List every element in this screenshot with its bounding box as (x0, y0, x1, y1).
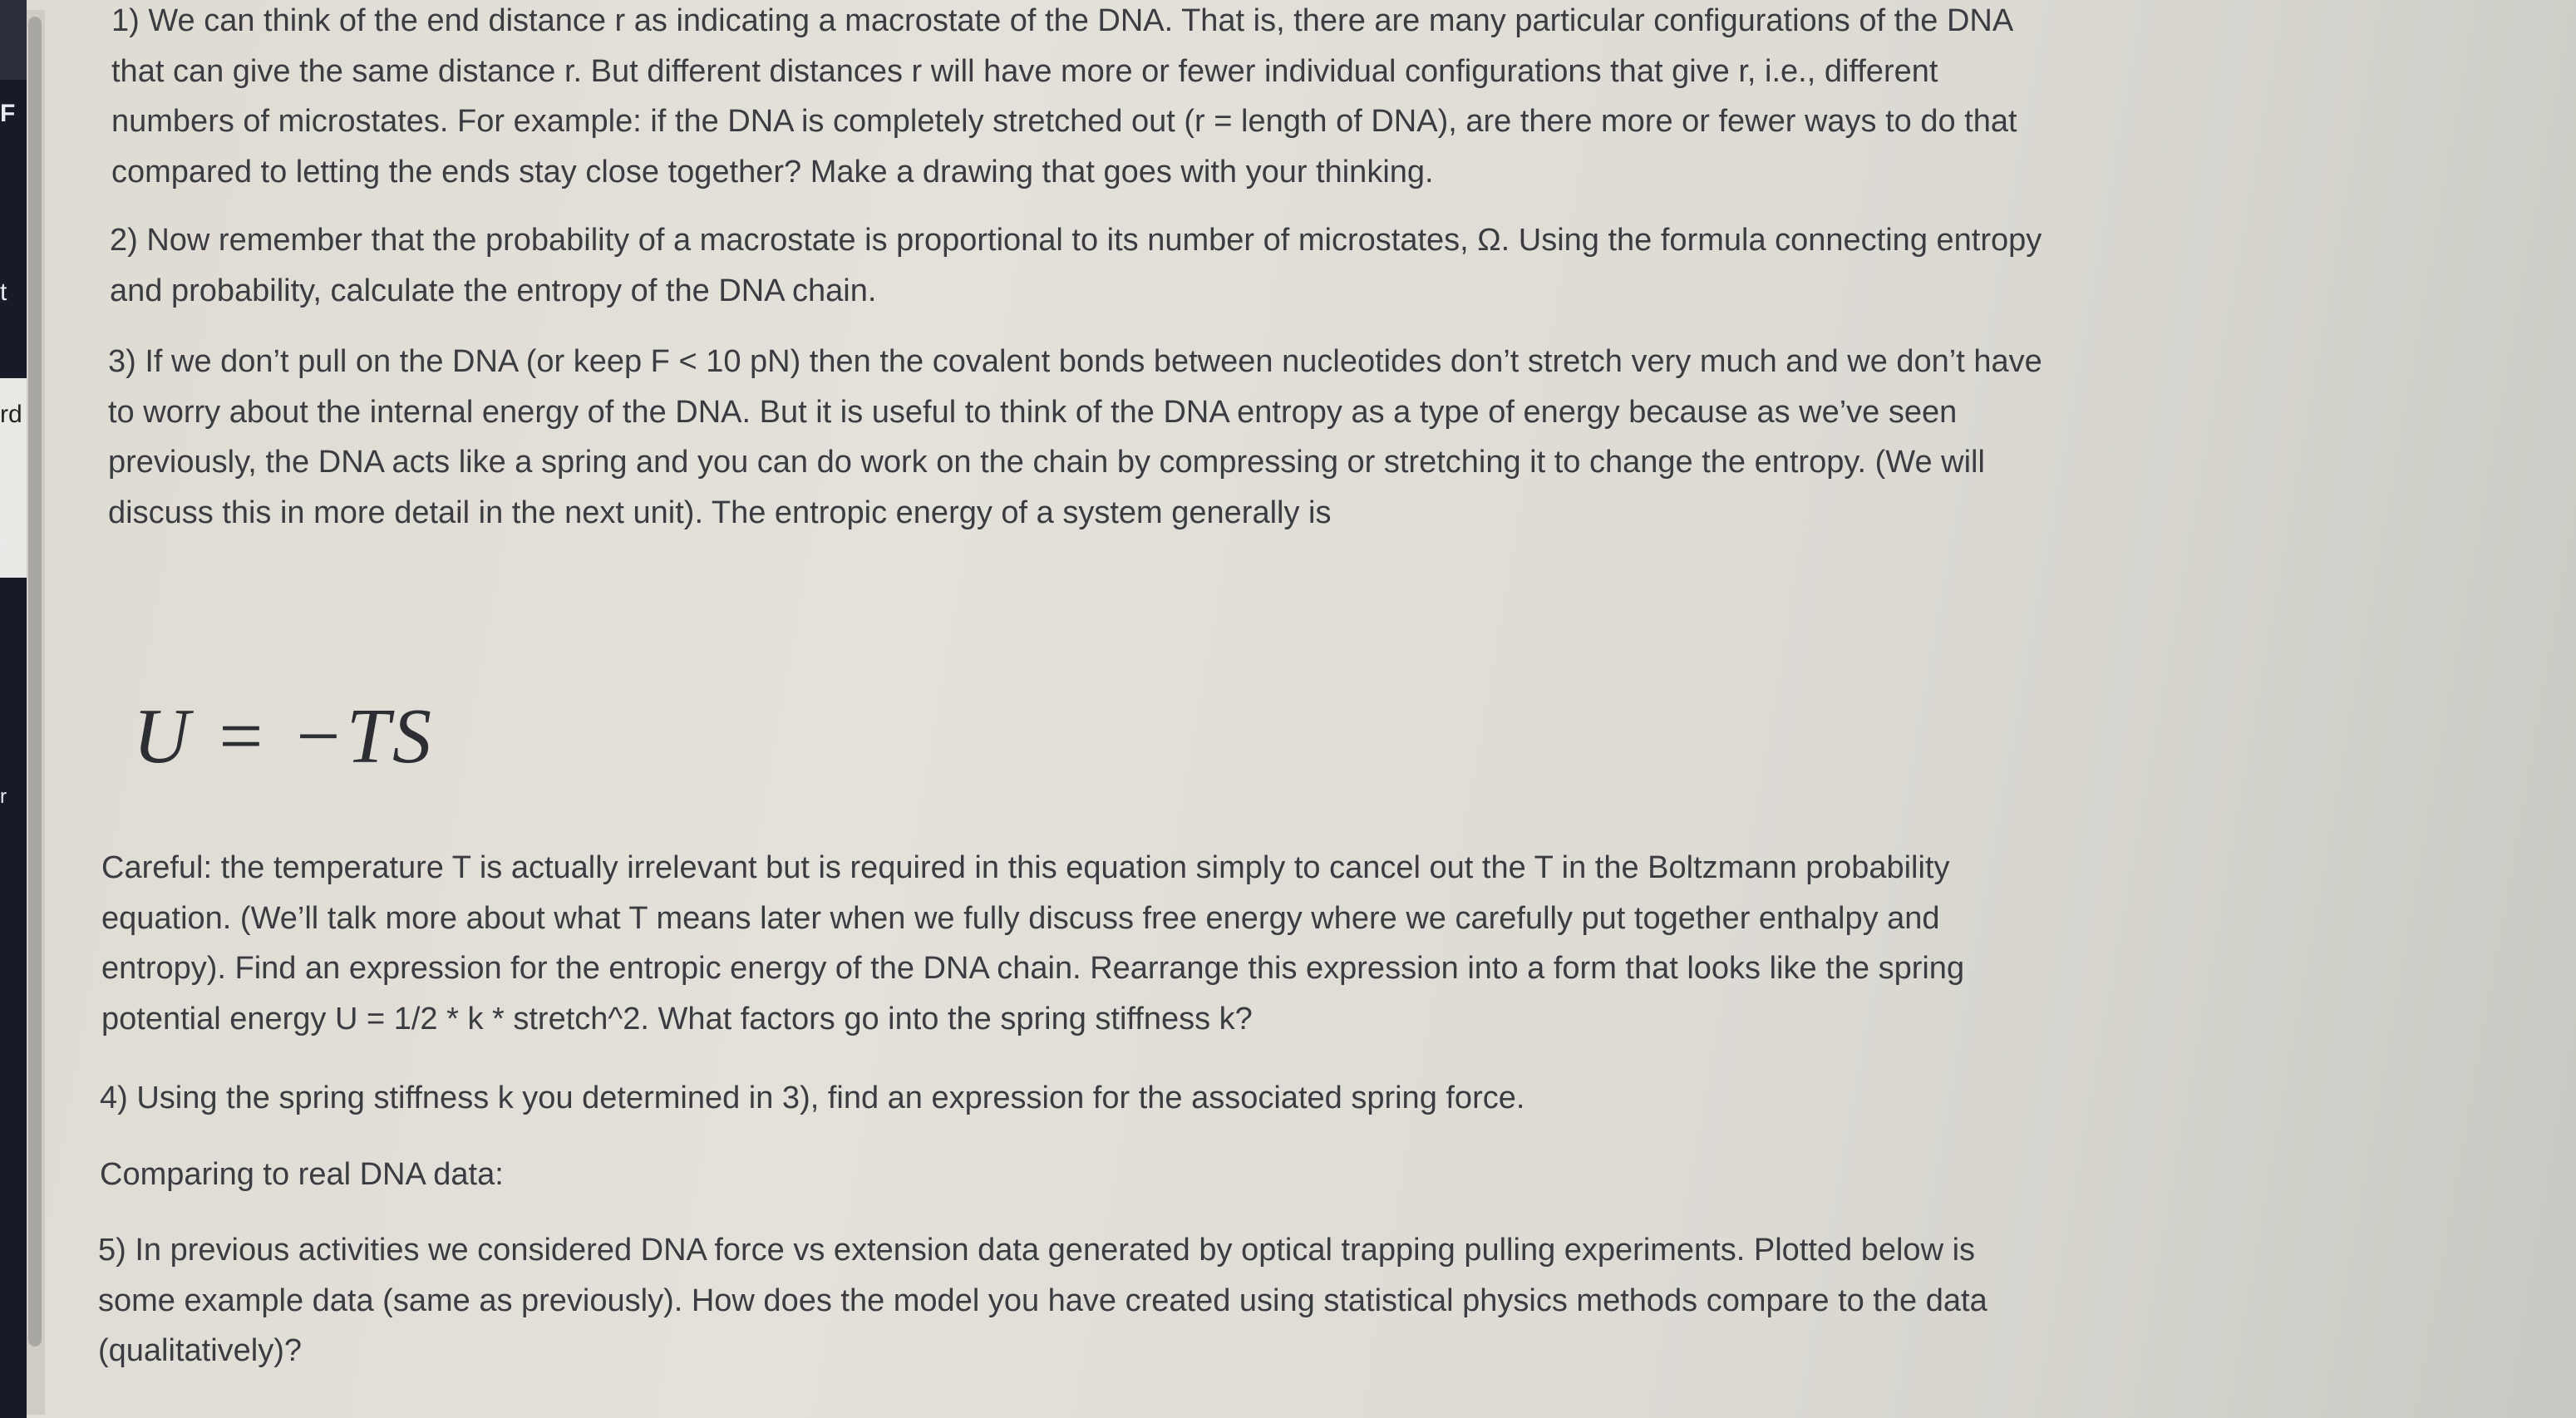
sidebar-header-block (0, 0, 27, 80)
question-4-text: 4) Using the spring stiffness k you determined in 3), find an expression for the associated spring force. (100, 1081, 1525, 1115)
question-5-text: 5) In previous activities we considered DNA force vs extension data generated by optical trapping pulling experiments. Plotted below is some example data (same as previously). How does the model you have created using statistical physics methods compare to the data (qualitatively)? (98, 1233, 1987, 1368)
question-2-text: 2) Now remember that the probability of a macrostate is proportional to its number of microstates, Ω. Using the formula connecting entropy and probability, calculate the entropy of the DNA chain. (110, 223, 2042, 308)
sidebar-item-fragment[interactable]: s (0, 532, 9, 553)
scrollbar-thumb[interactable] (28, 17, 42, 1347)
sidebar-item-fragment: rd (0, 401, 22, 428)
careful-note-text: Careful: the temperature T is actually irrelevant but is required in this equation simply to cancel out the T in the Boltzmann probability equation. (We’ll talk more about what T means later when we fully discuss free energy where we carefully put together enthalpy and entropy). Find an expression for the entropic energy of the DNA chain. Rearrange this expression into a form that looks like the spring potential energy U = 1/2 * k * stretch^2. What factors go into the spring stiffness k? (101, 850, 1965, 1036)
entropic-energy-equation: U = −TS (133, 693, 435, 780)
sidebar-item-fragment[interactable]: t (0, 278, 7, 306)
question-1-text: 1) We can think of the end distance r as indicating a macrostate of the DNA. That is, there are many particular configurations of the DNA that can give the same distance r. But different distances r will have more or fewer individual configurations that give r, i.e., different numbers of microstates. For example: if the DNA is completely stretched out (r = length of DNA), are there more or fewer ways to do that compared to letting the ends stay close together? Make a drawing that goes with your thinking. (111, 3, 2017, 190)
question-3-text: 3) If we don’t pull on the DNA (or keep F < 10 pN) then the covalent bonds between nucleotides don’t stretch very much and we don’t have to worry about the internal energy of the DNA. But it is useful to think of the DNA entropy as a type of energy because as we’ve seen previously, the DNA acts like a spring and you can do work on the chain by compressing or stretching it to change the entropy. (We will discuss this in more detail in the next unit). The entropic energy of a system generally is (108, 344, 2042, 530)
left-sidebar (0, 0, 27, 1418)
comparing-heading: Comparing to real DNA data: (100, 1157, 504, 1192)
sidebar-item-fragment[interactable]: r (0, 785, 7, 808)
sidebar-item-fragment[interactable]: F (0, 100, 16, 127)
